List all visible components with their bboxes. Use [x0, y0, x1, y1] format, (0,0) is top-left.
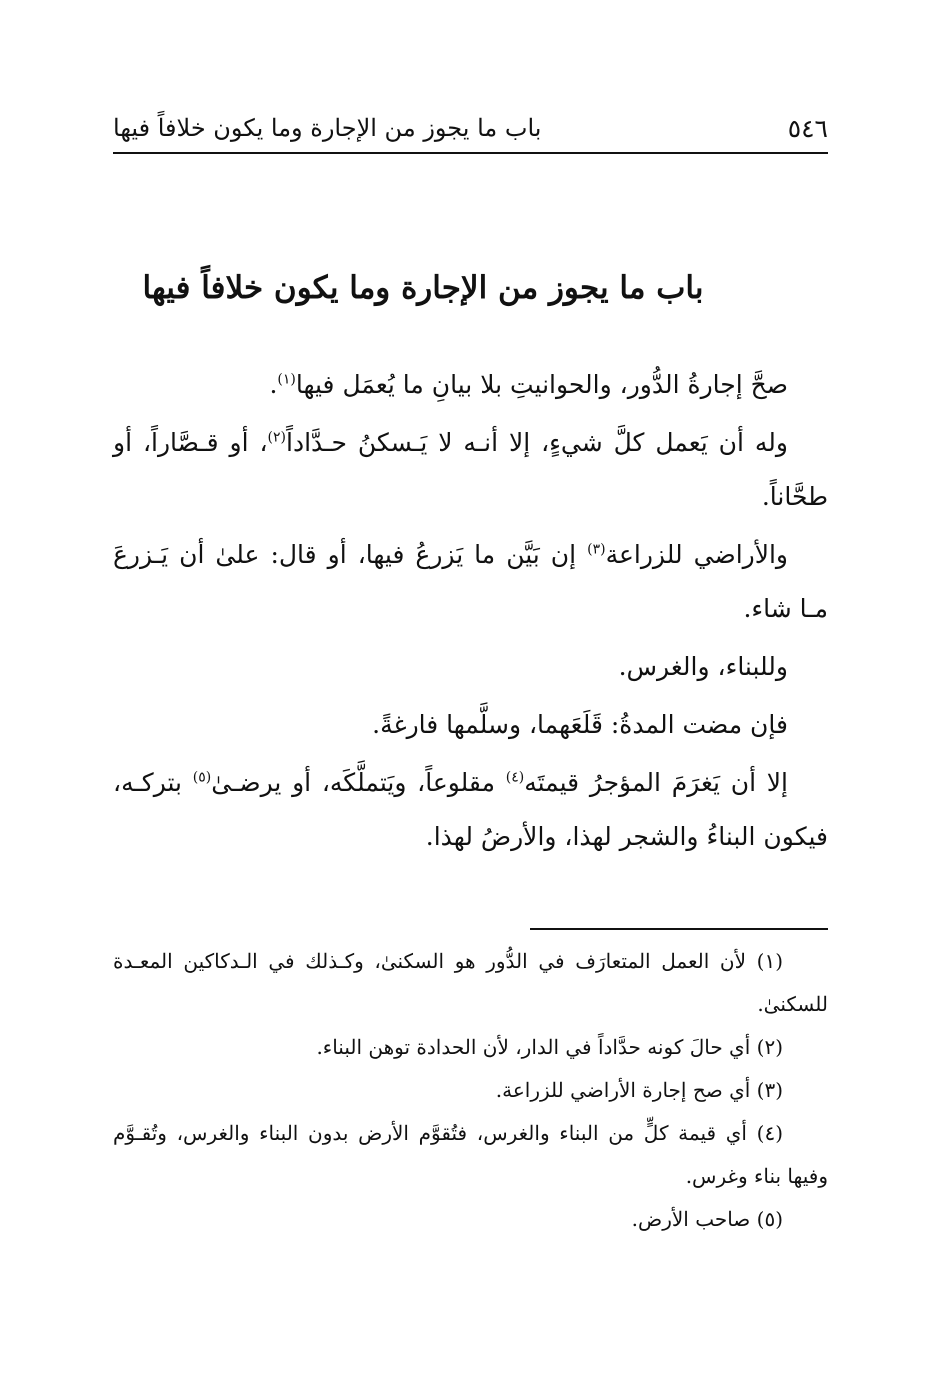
running-title: باب ما يجوز من الإجارة وما يكون خلافاً فيها	[113, 114, 542, 142]
chapter-title: باب ما يجوز من الإجارة وما يكون خلافاً فيها	[142, 270, 704, 306]
footnote: (١) لأن العمل المتعارَف في الدُّور هو السكنىٰ، وكـذلك في الـدكاكين المعـدة للسكنىٰ.	[113, 949, 828, 1016]
running-header	[113, 108, 828, 154]
footnotes	[113, 940, 828, 1241]
footnote: (٢) أي حالَ كونه حدَّاداً في الدار، لأن الحدادة توهن البناء.	[316, 1035, 783, 1059]
page-number: ٥٤٦	[787, 114, 828, 143]
footnote: (٣) أي صح إجارة الأراضي للزراعة.	[495, 1078, 783, 1102]
footnote-ref: (٣)	[587, 541, 606, 558]
footnote: (٤) أي قيمة كلٍّ من البناء والغرس، فتُقوَّم الأرض بدون البناء والغرس، وتُقـوَّم وفيها بناء وغرس.	[113, 1121, 828, 1188]
footnote: (٥) صاحب الأرض.	[631, 1207, 783, 1231]
paragraph: صحَّ إجارةُ الدُّور، والحوانيتِ بلا بيانِ ما يُعمَل فيها$^{(١)}$.	[269, 370, 788, 399]
paragraph: إلا أن يَغرَمَ المؤجرُ قيمتَه$^{(٤)}$ مقلوعاً، ويَتملَّكَه، أو يرضـىٰ$^{(٥)}$ بتركـه، فيكون البناءُ والشجر لهذا، والأرضُ لهذا.	[113, 768, 828, 851]
footnote-ref: (٢)	[267, 429, 287, 446]
paragraph: وللبناء، والغرس.	[618, 652, 788, 681]
main-text	[113, 358, 828, 868]
paragraph: والأراضي للزراعة$^{(٣)}$ إن بَيَّن ما يَزرعُ فيها، أو قال: علىٰ أن يَـزرعَ مـا شاء.	[113, 540, 828, 623]
footnote-ref: (٤)	[505, 769, 525, 786]
footnote-ref: (٥)	[192, 769, 212, 786]
paragraph: فإن مضت المدةُ: قَلَعَهما، وسلَّمها فارغةً.	[372, 710, 788, 739]
footnote-divider	[530, 928, 828, 930]
paragraph: وله أن يَعمل كلَّ شيءٍ، إلا أنـه لا يَـسكنُ حـدَّاداً$^{(٢)}$، أو قـصَّاراً، أو طحَّاناً.	[113, 428, 828, 511]
footnote-ref: (١)	[277, 371, 296, 388]
